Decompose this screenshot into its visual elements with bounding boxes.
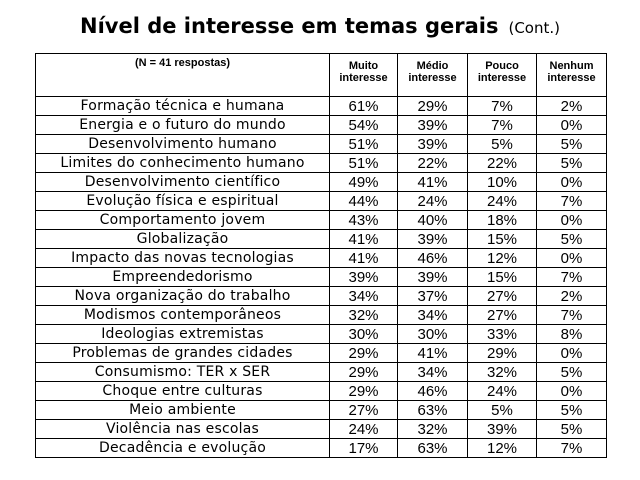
row-label: Desenvolvimento científico [36,173,330,192]
value-cell-muito: 29% [330,363,398,382]
column-header-pouco [468,54,537,97]
table-row [36,344,607,363]
value-cell-muito: 43% [330,211,398,230]
value-cell-pouco: 7% [468,116,537,135]
value-cell-muito: 30% [330,325,398,344]
value-cell-medio: 39% [398,268,468,287]
row-label: Empreendedorismo [36,268,330,287]
row-label: Globalização [36,230,330,249]
table-body [36,97,607,458]
row-label: Desenvolvimento humano [36,135,330,154]
value-cell-nenhum: 7% [537,192,607,211]
value-cell-medio: 30% [398,325,468,344]
table-row [36,116,607,135]
value-cell-medio: 41% [398,344,468,363]
column-header-pouco-line1: Pouco [485,60,519,72]
value-cell-muito: 51% [330,154,398,173]
value-cell-nenhum: 0% [537,173,607,192]
value-cell-medio: 41% [398,173,468,192]
table-row [36,230,607,249]
value-cell-muito: 41% [330,230,398,249]
table-row [36,97,607,116]
value-cell-medio: 46% [398,249,468,268]
row-label: Nova organização do trabalho [36,287,330,306]
value-cell-medio: 63% [398,401,468,420]
column-header-nenhum-line2: interesse [547,72,596,84]
sample-size-label: (N = 41 respostas) [36,54,330,97]
row-label: Formação técnica e humana [36,97,330,116]
value-cell-pouco: 18% [468,211,537,230]
value-cell-pouco: 15% [468,268,537,287]
interest-table [35,53,607,458]
value-cell-pouco: 10% [468,173,537,192]
chart-title: Nível de interesse em temas gerais [80,14,499,38]
value-cell-pouco: 24% [468,382,537,401]
value-cell-medio: 32% [398,420,468,439]
value-cell-pouco: 5% [468,135,537,154]
value-cell-pouco: 29% [468,344,537,363]
table-row [36,325,607,344]
value-cell-muito: 24% [330,420,398,439]
value-cell-muito: 39% [330,268,398,287]
value-cell-pouco: 12% [468,249,537,268]
value-cell-medio: 40% [398,211,468,230]
row-label: Problemas de grandes cidades [36,344,330,363]
value-cell-pouco: 32% [468,363,537,382]
chart-subtitle: (Cont.) [508,19,560,37]
value-cell-medio: 39% [398,116,468,135]
value-cell-muito: 17% [330,439,398,458]
value-cell-muito: 27% [330,401,398,420]
value-cell-muito: 51% [330,135,398,154]
value-cell-muito: 29% [330,344,398,363]
row-label: Meio ambiente [36,401,330,420]
value-cell-nenhum: 5% [537,420,607,439]
value-cell-medio: 29% [398,97,468,116]
row-label: Energia e o futuro do mundo [36,116,330,135]
value-cell-nenhum: 0% [537,211,607,230]
value-cell-pouco: 7% [468,97,537,116]
value-cell-pouco: 15% [468,230,537,249]
column-header-pouco-line2: interesse [477,72,527,84]
value-cell-medio: 34% [398,306,468,325]
chart-title-block [0,14,640,38]
table-row [36,382,607,401]
value-cell-muito: 49% [330,173,398,192]
table-header-row [36,54,607,97]
value-cell-nenhum: 5% [537,154,607,173]
row-label: Evolução física e espiritual [36,192,330,211]
column-header-muito [330,54,398,97]
value-cell-nenhum: 5% [537,401,607,420]
column-header-nenhum [537,54,607,97]
table-row [36,439,607,458]
value-cell-nenhum: 7% [537,439,607,458]
value-cell-pouco: 5% [468,401,537,420]
value-cell-nenhum: 5% [537,230,607,249]
value-cell-medio: 34% [398,363,468,382]
value-cell-nenhum: 8% [537,325,607,344]
value-cell-muito: 44% [330,192,398,211]
row-label: Impacto das novas tecnologias [36,249,330,268]
value-cell-medio: 22% [398,154,468,173]
value-cell-nenhum: 7% [537,268,607,287]
value-cell-medio: 63% [398,439,468,458]
column-header-nenhum-line1: Nenhum [549,60,594,72]
table-row [36,287,607,306]
value-cell-nenhum: 5% [537,363,607,382]
value-cell-muito: 34% [330,287,398,306]
value-cell-medio: 24% [398,192,468,211]
column-header-muito-line1: Muito [348,60,379,72]
row-label: Consumismo: TER x SER [36,363,330,382]
value-cell-muito: 32% [330,306,398,325]
column-header-medio [398,54,468,97]
row-label: Comportamento jovem [36,211,330,230]
table-row [36,173,607,192]
row-label: Violência nas escolas [36,420,330,439]
value-cell-nenhum: 0% [537,249,607,268]
value-cell-pouco: 24% [468,192,537,211]
value-cell-medio: 39% [398,135,468,154]
value-cell-pouco: 22% [468,154,537,173]
table-row [36,154,607,173]
value-cell-pouco: 39% [468,420,537,439]
value-cell-muito: 61% [330,97,398,116]
table-row [36,192,607,211]
value-cell-muito: 54% [330,116,398,135]
value-cell-pouco: 12% [468,439,537,458]
table-row [36,401,607,420]
row-label: Modismos contemporâneos [36,306,330,325]
table-row [36,268,607,287]
row-label: Decadência e evolução [36,439,330,458]
row-label: Choque entre culturas [36,382,330,401]
value-cell-muito: 41% [330,249,398,268]
table-row [36,135,607,154]
value-cell-nenhum: 0% [537,116,607,135]
value-cell-nenhum: 0% [537,382,607,401]
value-cell-pouco: 27% [468,287,537,306]
value-cell-muito: 29% [330,382,398,401]
value-cell-nenhum: 0% [537,344,607,363]
column-header-medio-line1: Médio [416,60,449,72]
table-row [36,306,607,325]
value-cell-pouco: 33% [468,325,537,344]
column-header-medio-line2: interesse [408,72,457,84]
value-cell-nenhum: 7% [537,306,607,325]
value-cell-medio: 37% [398,287,468,306]
table-row [36,420,607,439]
value-cell-nenhum: 2% [537,287,607,306]
value-cell-medio: 39% [398,230,468,249]
table-row [36,211,607,230]
column-header-muito-line2: interesse [339,72,388,84]
value-cell-medio: 46% [398,382,468,401]
row-label: Ideologias extremistas [36,325,330,344]
value-cell-nenhum: 2% [537,97,607,116]
value-cell-pouco: 27% [468,306,537,325]
row-label: Limites do conhecimento humano [36,154,330,173]
table-row [36,249,607,268]
value-cell-nenhum: 5% [537,135,607,154]
table-row [36,363,607,382]
